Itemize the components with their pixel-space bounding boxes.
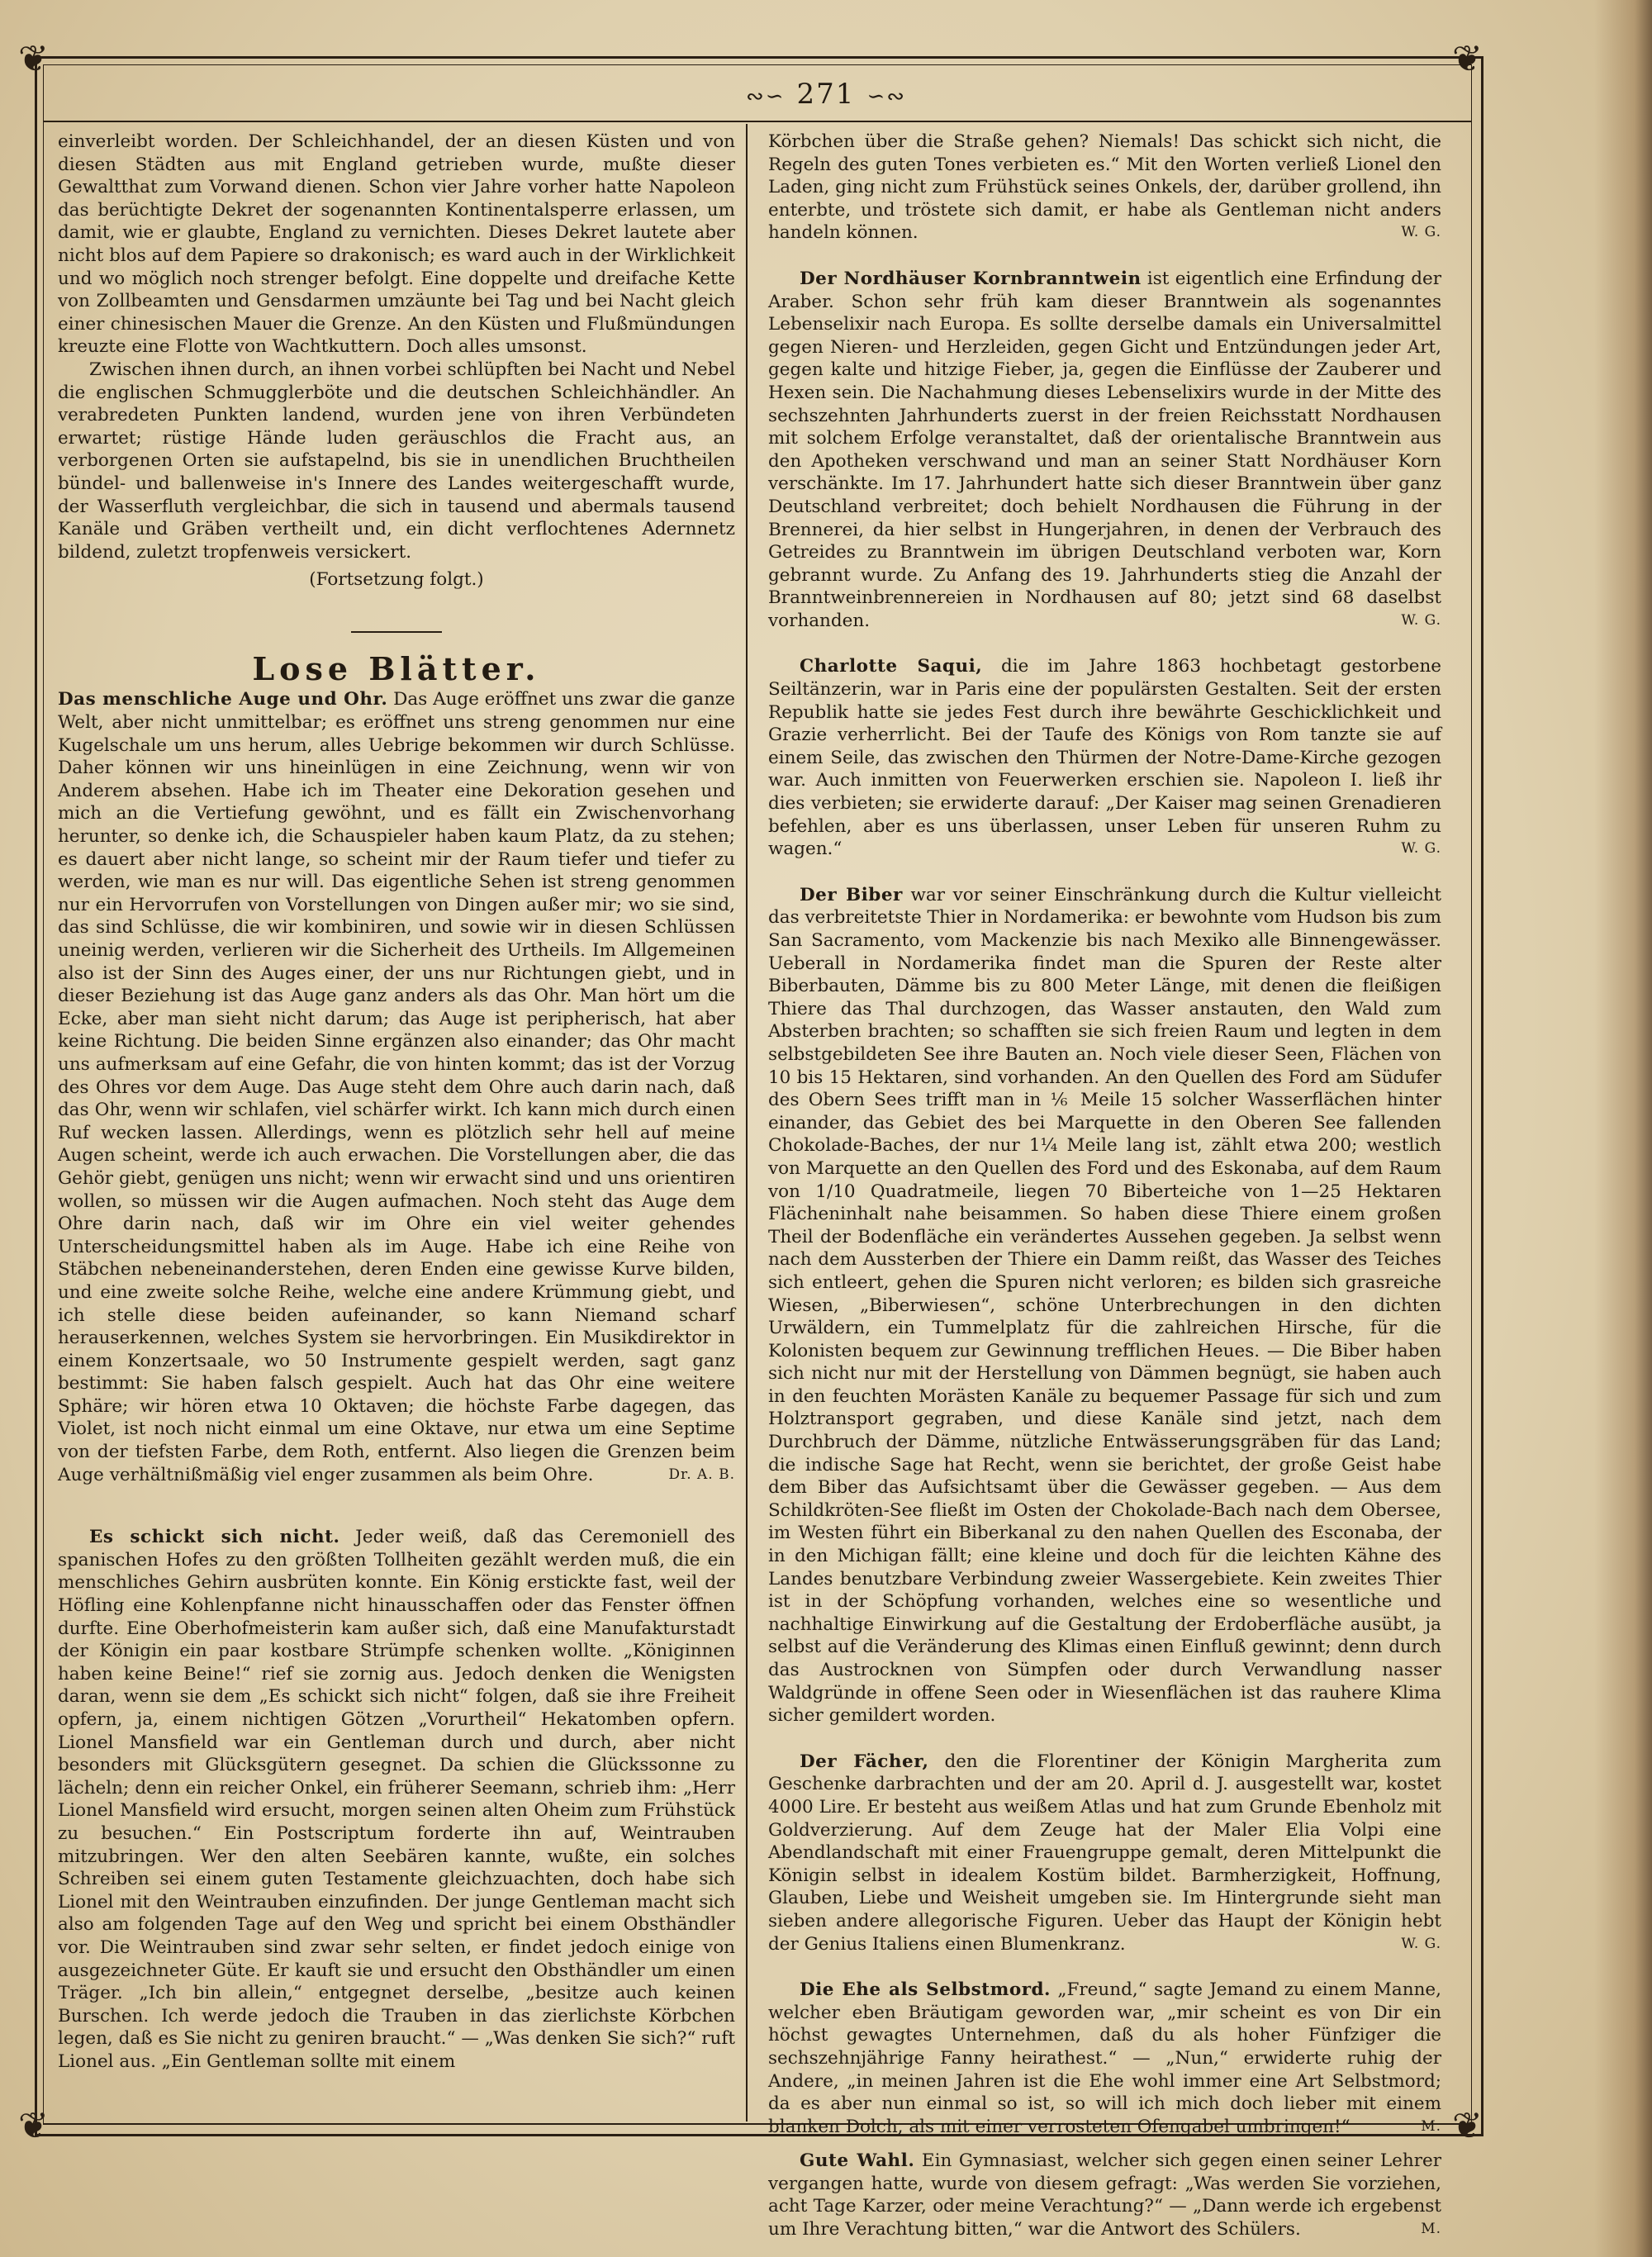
article-text: Das Auge eröffnet uns zwar die ganze Welt, aber nicht unmittelbar; es eröffnet uns streng genommen nur eine Kugelschale um uns herum, alles Uebrige bekommen wir durch Schlüsse. Daher können wir uns hineinlügen in eine Zeichnung, wenn wir von Anderem absehen. Habe ich im Theater eine Dekoration gesehen und mich an die Vertiefung gewöhnt, und es fällt ein Zwischenvorhang herunter, so denke ich, die Schauspieler haben kaum Platz, da zu stehen; es dauert aber nicht lange, so scheint mir der Raum tiefer und tiefer zu werden, wie man es nur will. Das eigentliche Sehen ist streng genommen nur ein Hervorrufen von Vorstellungen von Dingen außer mir; wo sie sind, das sind Schlüsse, die wir kombiniren, und sowie wir in diesen Schlüssen uneinig werden, verlieren wir die Sicherheit des Urtheils. Im Allgemeinen also ist der Sinn des Auges einer, der uns nur Richtungen giebt, und in dieser Beziehung ist das Auge ganz anders als das Ohr. Man hört um die Ecke, aber man sieht nicht darum; das Auge ist peripherisch, hat aber keine Richtung. Die beiden Sinne ergänzen also einander; das Ohr macht uns aufmerksam auf eine Gefahr, die von hinten kommt; das ist der Vorzug des Ohres vor dem Auge. Das Auge steht dem Ohre auch darin nach, daß das Ohr, wenn wir schlafen, viel schärfer wirkt. Ich kann mich durch einen Ruf wecken lassen. Allerdings, wenn es plötzlich sehr hell auf meine Augen scheint, werde ich auch erwachen. Die Vorstellungen aber, die das Gehör giebt, genügen uns nicht; wenn wir erwacht sind und uns orientiren wollen, so müssen wir die Augen aufmachen. Noch steht das Auge dem Ohre darin nach, daß wir im Ohre ein viel weiter gehendes Unterscheidungsmittel haben als im Auge. Habe ich eine Reihe von Stäbchen nebeneinanderstehen, deren Enden eine gewisse Kurve bilden, und eine zweite solche Reihe, welche eine andere Krümmung giebt, und ich stelle diese beiden aufeinander, so kann Niemand scharf herauserkennen, welches System sie hervorbringen. Ein Musikdirektor in einem Konzertsaale, wo 50 Instrumente gespielt werden, sagt ganz bestimmt: Sie haben falsch gespielt. Auch hat das Ohr eine weitere Sphäre; wir hören etwa 10 Oktaven; die höchste Farbe dagegen, das Violet, ist noch nicht einmal um eine Oktave, nur etwa um eine Septime von der tiefsten Farbe, dem Roth, entfernt. Also liegen die Grenzen beim Auge verhältnißmäßig viel enger zusammen als beim Ohre. (58, 689, 736, 1485)
article-heading: Der Fächer, (800, 1751, 929, 1772)
corner-ornament-top-right: ❦ (1452, 38, 1483, 80)
section-title: Lose Blätter. (252, 649, 541, 687)
left-column (58, 131, 735, 2074)
article-biber (768, 884, 1441, 1727)
article-text: Körbchen über die Straße gehen? Niemals! Das schickt sich nicht, die Regeln des guten Tones verbieten es.“ Mit den Worten verließ Lionel den Laden, ging nicht zum Frühstück seines Onkels, der, darüber grollend, ihn enterbte, und tröstete sich damit, er habe als Gentleman nicht anders handeln können. (768, 131, 1441, 244)
article-heading: Charlotte Saqui, (800, 656, 983, 677)
corner-ornament-bottom-right: ❦ (1452, 2105, 1483, 2147)
article-signature: M. (1421, 2221, 1441, 2238)
article-signature: W. G. (1401, 224, 1441, 241)
article-text: Jeder weiß, daß das Ceremoniell des spanischen Hofes zu den größten Tollheiten gezählt werden muß, die ein menschliches Gehirn ausbrüten konnte. Ein König erstickte fast, weil der Höfling eine Kohlenpfanne nicht hinausschaffen oder das Fenster öffnen durfte. Eine Oberhofmeisterin kam außer sich, daß eine Manufakturstadt der Königin ein paar kostbare Strümpfe schenken wollte. „Königinnen haben keine Beine!“ rief sie zornig aus. Jedoch denken die Wenigsten daran, wenn sie dem „Es schickt sich nicht“ folgen, daß sie ihre Freiheit opfern, ja, einem nichtigen Götzen „Vorurtheil“ Hekatomben opfern. Lionel Mansfield war ein Gentleman durch und durch, aber nicht besonders mit Glücksgütern gesegnet. Da schien die Glückssonne zu lächeln; denn ein reicher Onkel, ein früherer Seemann, schrieb ihm: „Herr Lionel Mansfield wird ersucht, morgen seinen alten Oheim zum Frühstück zu besuchen.“ Ein Postscriptum forderte ihn auf, Weintrauben mitzubringen. Wer den alten Seebären kannte, wußte, ein solches Schreiben sei einem guten Testamente gleichzuachten, doch habe sich Lionel mit den Weintrauben einzufinden. Der junge Gentleman macht sich also am folgenden Tage auf den Weg und spricht bei einem Obsthändler vor. Die Weintrauben sind zwar sehr selten, er findet jedoch einige von ausgezeichneter Güte. Er kauft sie und ersucht den Obsthändler um einen Träger. „Ich bin allein,“ entgegnet derselbe, „besitze auch keinen Burschen. Ich werde jedoch die Trauben in das zierlichste Körbchen legen, daß es Sie nicht zu geniren braucht.“ — „Was denken Sie sich?“ ruft Lionel aus. „Ein Gentleman sollte mit einem (58, 1527, 735, 2072)
corner-ornament-bottom-left: ❦ (18, 2105, 49, 2147)
article-text: „Freund,“ sagte Jemand zu einem Manne, welcher eben Bräutigam geworden war, „mir scheint es von Dir ein höchst gewagtes Unternehmen, daß du als hoher Fünfziger die sechszehnjährige Fanny heirathest.“ — „Nun,“ erwiderte ruhig der Andere, „in meinen Jahren ist die Ehe wohl immer eine Art Selbstmord; da es aber nun einmal so ist, so will ich mich doch lieber mit einem blanken Dolch, als mit einer verrosteten Ofengabel umbringen!“ (768, 1979, 1441, 2137)
article-heading: Der Nordhäuser Kornbranntwein (800, 268, 1142, 289)
article-faecher (768, 1751, 1441, 1955)
page-number: 271 (796, 78, 856, 111)
article-heading: Der Biber (800, 884, 903, 905)
story-paragraph: Zwischen ihnen durch, an ihnen vorbei schlüpften bei Nacht und Nebel die englischen Schmugglerböte und die deutschen Schleichhändler. An verabredeten Punkten landend, wurden jene von ihren Verbündeten erwartet; rüstige Hände luden geräuschlos die Fracht aus, an verborgenen Orten sie aufstapelnd, bis sie in unendlichen Bruchtheilen bündel- und ballenweise in's Innere des Landes weitergeschafft wurde, der Wasserfluth vergleichbar, die sich in tausend und abermals tausend Kanäle und Gräben vertheilt und, ein dicht verflochtenes Adernnetz bildend, zuletzt tropfenweis versickert. (58, 359, 735, 563)
book-spine-shadow (1594, 0, 1652, 2257)
article-kornbranntwein (768, 268, 1441, 633)
article-signature: Dr. A. B. (668, 1466, 735, 1483)
story-paragraph: einverleibt worden. Der Schleichhandel, der an diesen Küsten und von diesen Städten aus mit England getrieben wurde, mußte dieser Gewaltthat zum Vorwand dienen. Schon vier Jahre vorher hatte Napoleon das berüchtigte Dekret der sogenannten Kontinentalsperre erlassen, um damit, wie er glaubte, England zu vernichten. Dieses Dekret lautete aber nicht blos auf dem Papiere so drakonisch; es ward auch in der Wirklichkeit und wo möglich noch strenger befolgt. Eine doppelte und dreifache Kette von Zollbeamten und Gensdarmen umzäunte bei Tag und bei Nacht gleich einer chinesischen Mauer die Grenze. An den Küsten und Flußmündungen kreuzte eine Flotte von Wachtkuttern. Doch alles umsonst. (58, 131, 735, 358)
continued-note: (Fortsetzung folgt.) (309, 569, 484, 591)
article-text: ist eigentlich eine Erfindung der Araber. Schon sehr früh kam dieser Branntwein als sogenanntes Lebenselixir nach Europa. Es sollte derselbe damals ein Universalmittel gegen Nieren- und Herzleiden, gegen Gicht und Entzündungen jeder Art, gegen kalte und hitzige Fieber, ja, gegen die Einflüsse der Zauberer und Hexen sein. Die Nachahmung dieses Lebenselixirs wurde in der Mitte des sechszehnten Jahrhunderts zuerst in der freien Reichsstatt Nordhausen mit solchem Erfolge veranstaltet, daß der orientalische Branntwein aus den Apotheken verschwand und man an seiner Statt Nordhäuser Korn verschänkte. Im 17. Jahrhundert hatte sich dieser Branntwein über ganz Deutschland verbreitet; doch behielt Nordhausen die Führung in der Brennerei, da hier selbst in Hungerjahren, in denen der Verbrauch des Getreides zu Branntwein im übrigen Deutschland verboten war, Korn gebrannt wurde. Zu Anfang des 19. Jahrhunderts stieg die Anzahl der Branntweinbrennereien in Nordhausen auf 80; jetzt sind 68 daselbst vorhanden. (768, 268, 1442, 631)
article-heading: Die Ehe als Selbstmord. (800, 1979, 1051, 2001)
article-signature: W. G. (1401, 840, 1441, 858)
page-header (0, 78, 1652, 111)
corner-ornament-top-left: ❦ (18, 38, 49, 80)
article-schickt-continued (768, 131, 1441, 245)
article-text: war vor seiner Einschränkung durch die Kultur vielleicht das verbreitetste Thier in Nordamerika: er bewohnte vom Hudson bis zum San Sacramento, vom Mackenzie bis nach Mexiko alle Binnengewässer. Ueberall in Nordamerika findet man die Spuren der Reste alter Biberbauten, Dämme bis zu 800 Meter Länge, mit denen die fleißigen Thiere das Thal durchzogen, das Wasser anstauten, den Wald zum Absterben brachten; so schafften sie sich freien Raum und legten in dem selbstgebildeten See ihre Bauten an. Noch viele dieser Seen, Flächen von 10 bis 15 Hektaren, sind vorhanden. An den Quellen des Ford am Südufer des Obern Sees trifft man in ⅙ Meile 15 solcher Wasserflächen hinter einander, das Gebiet des bei Marquette in den Oberen See fallenden Chokolade-Baches, der nur 1¼ Meile lang ist, zählt etwa 200; westlich von Marquette an den Quellen des Ford und des Eskonaba, auf dem Raum von 1/10 Quadratmeile, liegen 70 Biberteiche von 1—25 Hektaren Flächeninhalt nahe beisammen. So haben diese Thiere einem großen Theil der Bodenfläche ein verändertes Aussehen gegeben. Ja selbst wenn nach dem Aussterben der Thiere ein Damm reißt, das Wasser des Teiches sich entleert, gehen die Spuren nicht verloren; es bilden sich grasreiche Wiesen, „Biberwiesen“, schöne Unterbrechungen in den dichten Urwäldern, ein Tummelplatz für die zahlreichen Hirsche, für die Kolonisten bequem zur Gewinnung trefflichen Heues. — Die Biber haben sich nicht nur mit der Herstellung von Dämmen begnügt, sie haben auch in den feuchten Morästen Kanäle zu bequemer Passage für sich und zum Holztransport gegraben, und diese Kanäle sind jetzt, nach dem Durchbruch der Dämme, nützliche Entwässerungsgräben für das Land; die indische Sage hat Recht, wenn sie berichtet, der große Geist habe dem Biber das Aufsichtsamt über die Gewässer gegeben. — Aus dem Schildkröten-See fließt im Osten der Chokolade-Bach nach dem Obersee, im Westen führt ein Biberkanal zu den nahen Quellen des Esconaba, der in den Michigan fällt; eine kleine und doch für die leichten Kähne des Landes benutzbare Verbindung zweier Wassergebiete. Kein zweites Thier ist in der Schöpfung vorhanden, welches eine so wesentliche und nachhaltige Einwirkung auf die Gestaltung der Erdoberfläche ausübt, ja selbst auf die Veränderung des Klimas einen Einfluß gewinnt; denn durch das Austrocknen von Sümpfen oder durch Verwandlung nasser Waldgründe in offene Seen oder in Wiesenflächen ist das rauhere Klima sicher gemildert worden. (768, 884, 1442, 1727)
article-heading: Gute Wahl. (800, 2150, 915, 2172)
article-gute-wahl (768, 2150, 1441, 2240)
header-rule (43, 121, 1472, 122)
header-ornament-left: ∾∽ (745, 84, 786, 109)
article-heading: Es schickt sich nicht. (89, 1527, 340, 1548)
article-text: die im Jahre 1863 hochbetagt gestorbene Seiltänzerin, war in Paris eine der populärsten Gestalten. Seit der ersten Republik hatte sie jedes Fest durch ihre bewährte Geschicklichkeit und Grazie verherrlicht. Bei der Taufe des Königs von Rom tanzte sie auf einem Seile, das zwischen den Thürmen der Notre-Dame-Kirche gezogen war. Auch inmitten von Feuerwerken erschien sie. Napoleon I. ließ ihr dies verbieten; sie erwiderte darauf: „Der Kaiser mag seinen Grenadieren befehlen, aber es uns überlassen, unser Leben für unseren Ruhm zu wagen.“ (768, 656, 1442, 860)
article-signature: M. (1421, 2117, 1441, 2135)
article-text: den die Florentiner der Königin Margherita zum Geschenke darbrachten und der am 20. April d. J. ausgestellt war, kostet 4000 Lire. Er besteht aus weißem Atlas und hat zum Grunde Ebenholz mit Goldverzierung. Auf dem Zeuge hat der Maler Elia Volpi eine Abendlandschaft mit einer Frauengruppe gemalt, deren Mittelpunkt die Königin selbst in idealem Kostüm bildet. Barmherzigkeit, Hoffnung, Glauben, Liebe und Weisheit umgeben sie. Im Hintergrunde sieht man sieben andere allegorische Figuren. Ueber das Haupt der Königin hebt der Genius Italiens einen Blumenkranz. (768, 1751, 1441, 1955)
column-divider (746, 124, 748, 2122)
article-ehe (768, 1979, 1441, 2138)
article-schickt (58, 1526, 735, 2073)
article-saqui (768, 655, 1441, 860)
article-signature: W. G. (1401, 1935, 1441, 1952)
article-text: Ein Gymnasiast, welcher sich gegen einen seiner Lehrer vergangen hatte, wurde von diesem gefragt: „Was werden Sie vorziehen, acht Tage Karzer, oder meine Verachtung?“ — „Dann werde ich ergebenst um Ihre Verachtung bitten,“ war die Antwort des Schülers. (768, 2150, 1441, 2240)
article-heading: Das menschliche Auge und Ohr. (58, 689, 388, 710)
article-auge (58, 688, 735, 1486)
header-ornament-right: ∽∾ (866, 84, 907, 109)
right-column (768, 131, 1441, 2241)
article-signature: W. G. (1401, 611, 1441, 629)
